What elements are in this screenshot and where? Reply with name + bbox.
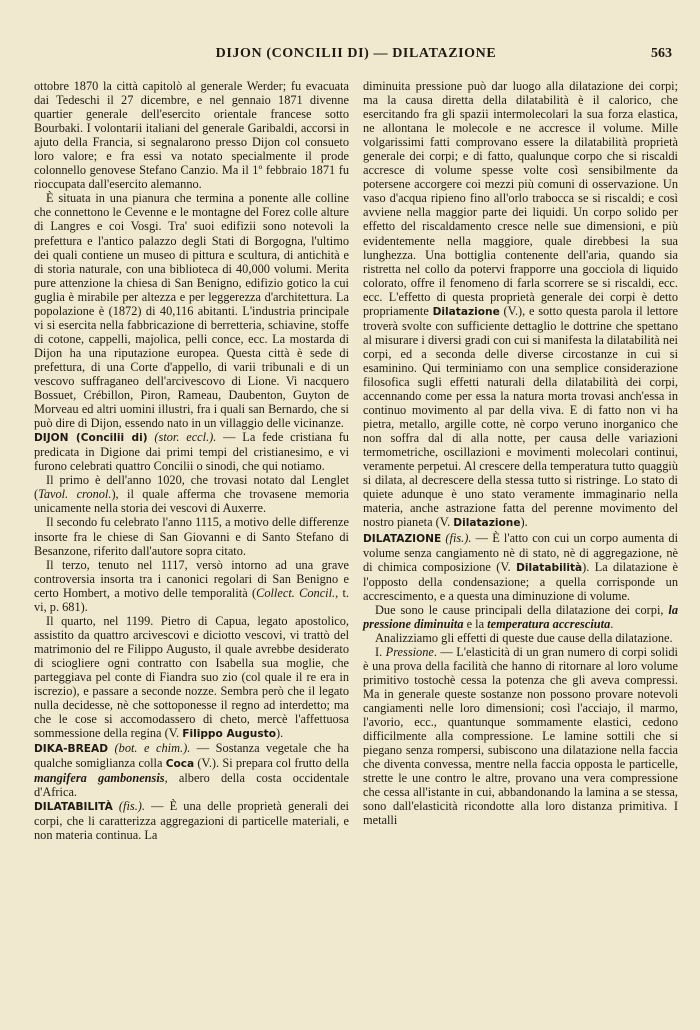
text-segment: Due sono le cause principali della dilatazione dei corpi, [375, 602, 669, 617]
running-header [34, 46, 678, 66]
paragraph-third-council [34, 558, 349, 614]
species-name: mangifera gambonensis [34, 771, 165, 786]
entry-label: (fis.). [118, 799, 145, 814]
entry-dika-bread [34, 741, 349, 799]
text-segment: e la [463, 616, 488, 631]
paragraph-analysis-intro: Analizziamo gli effetti di queste due cause della dilatazione. [375, 630, 673, 645]
text-segment: ). [276, 726, 284, 741]
entry-headword: DILATAZIONE [363, 532, 442, 545]
text-segment: (V.). Si prepara col frutto della [194, 756, 349, 771]
text-segment: Il quarto, nel 1199. Pietro di Capua, legato apostolico, assistito da quattro arcivescovi e diciotto vescovi, vi trattò del matrimonio del re Filippo Augusto, il quale avrebbe desiderato di sciogliere ogni contratto con Isabella sua moglie, che parteggiava pel conte di Fiandra suo zio (col quale il re era in iscrezio), e passare a seconde nozze. Sembra però che il legato nulla decidesse, nè che sottoponesse il regno ad interdetto; ma che le cose si accomodassero di cheto, mercè l'affettuosa sommessione della regina (V. [34, 613, 349, 741]
cross-reference: Dilatazione [453, 517, 521, 530]
entry-headword: DIJON (Concilii di) [34, 432, 148, 445]
paragraph-two-causes [363, 603, 678, 631]
paragraph-dijon-description: È situata in una pianura che termina a ponente alle colline che connettono le Cevenne e le montagne del Forez colle alture di Langres e coi Vosgi. Tra' suoi edifizii sono notevoli la prefettura e l'antico palazzo degli Stati di Borgogna, l'ultimo dei quali contiene un museo di pittura e scultura, di antichità e di storia naturale, con una biblioteca di 40,000 volumi. Merita pure attenzione la chiesa di San Benigno, edifizio gotico la cui guglia è mirabile per altezza e per leggerezza d'architettura. La popolazione è (1872) di 40,116 abitanti. L'industria principale vi si esercita nella fabbricazione di berretteria, schiavine, stoffe di cotone, cappelli, majolica, pelli conce, ecc. La mostarda di Dijon ha una riputazione europea. Questa città è sede di prefettura, di una Corte d'appello, di varii tribunali e di un vescovo suffraganeo dell'arcivescovo di Lione. Vi nacquero Bossuet, Crébillon, Piron, Rameau, Daubenton, Guyton de Morveau ed altri uomini illustri, fra i quali san Bernardo, che si può dire di Dijon, essendo nato in un villaggio delle vicinanze. [34, 191, 349, 431]
cause-pressure: la pressione diminuita [363, 602, 678, 631]
page-number: 563 [651, 46, 672, 61]
cross-reference: Coca [165, 758, 195, 771]
text-segment: ). [520, 515, 528, 530]
text-segment: (V.), e sotto questa parola il lettore troverà svolte con sufficiente dettaglio le dottrine che spettano al misurare i diversi gradi con cui si manifesta la dilatabilità nei corpi, ed a seconda delle diverse circostanze in cui si esaminino. Qui terminiamo con una semplice considerazione filosofica sugli effetti naturali della dilatabilità dei corpi, accennando come per essa la natura morta trovasi anch'essa in continuo movimento al par della viva. E di fatto non vi ha pietra, metallo, argille cotte, nè corpo veruno inorganico che non soffra dal di alla notte, per causa delle variazioni termometriche, oscillazioni e movimenti molecolari continui, veramente perpetui. Al crescere della temperatura tutto quaggiù si dilata, al decrescere della stessa tutto si ristringe. Lo stato di quiete adunque è uno stato veramente immaginario nella materia, anche astrazione fatta del perenne movimento del nostro pianeta (V. [363, 303, 678, 530]
text-columns [34, 79, 678, 1018]
running-title: DIJON (CONCILII DI) — DILATAZIONE [215, 46, 497, 61]
text-segment: ), il quale afferma che trovasene memoria unicamente nella storia dei vescovi di Auxerre. [34, 487, 349, 516]
citation: Tavol. cronol. [38, 487, 112, 502]
left-column [34, 79, 349, 1018]
text-segment: , t. vi, p. 681). [34, 585, 350, 614]
text-segment: . [610, 616, 614, 631]
cross-reference: Dilatabilità [516, 561, 583, 574]
section-term: Pressione [385, 644, 434, 659]
text-segment: diminuita pressione può dar luogo alla dilatazione dei corpi; ma la causa diretta della dilatabilità è il calorico, che esercitando fra gli spazii intermolecolari la sua forza elastica, ne allontana le molecole e ne accresce il volume. Mille volgarissimi fatti comprovano essere la dilatabilità proprietà generale dei corpi; e di fatto, qualunque corpo che si riscaldi accresce di volume spesse volte così sensibilmente da potersene accorgere coi mezzi più comuni di osservazione. Un vaso d'acqua ripieno fino all'orlo trabocca se si riscaldi; e così avviene nella maggior parte dei liquidi. Un corpo solido per effetto del riscaldamento cresce nelle sue dimensioni, e più evidentemente nella maggiore, quale direbbesi la sua lunghezza. Una bottiglia contenente dell'aria, quando sia ristretta nel collo da potervi frapporre una gocciola di liquido colorato, offre il fenomeno di farla scorrere se si riscaldi, ecc. ecc. L'effetto di questa proprietà generale dei corpi è detto propriamente [363, 79, 678, 318]
right-column [363, 79, 678, 1018]
text-segment: Il terzo, tenuto nel 1117, versò intorno ad una grave controversia insorta tra i canonici regolari di San Benigno e certo Hombert, a motivo delle temporalità ( [34, 557, 349, 600]
entry-label: (stor. eccl.). [154, 430, 217, 445]
entry-text: — È una delle proprietà generali dei corpi, che li caratterizza aggregazioni di particelle materiali, e non materia continua. La [34, 799, 349, 843]
paragraph-first-council [34, 473, 349, 515]
entry-dilatazione [363, 531, 678, 603]
entry-headword: DILATABILITÀ [34, 801, 113, 814]
text-segment: ). La dilatazione è l'opposto della condensazione; a quella corrisponde un accrescimento, e a questa una diminuzione di volume. [363, 559, 678, 603]
text-segment: — Sostanza vegetale che ha qualche somiglianza colla [34, 741, 349, 771]
text-segment: — È l'atto con cui un corpo aumenta di volume senza cangiamento nè di stato, nè di aggregazione, nè di chimica composizione (V. [363, 530, 678, 574]
entry-headword: DIKA-BREAD [34, 743, 109, 756]
paragraph-dilatabilita-continued [363, 79, 678, 531]
entry-label: (bot. e chim.). [114, 741, 191, 756]
text-segment: . — L'elasticità di un gran numero di corpi solidi è una prova della facilità che hanno di ritornare al loro volume primitivo tostochè cessa la potenza che gli aveva compressi. Ma in generale queste sostanze non possono provare notevoli cangiamenti nelle loro dimensioni; così l'acciajo, il marmo, l'avorio, ecc., quantunque sommamente elastici, cedono difficilmente alla compressione. Le lamine sottili che si piegano senza rompersi, subiscono una dilatazione nella faccia che diventa convessa, mentre nella faccia opposta le particelle, strette le une contro le altre, provano una vera compressione che cessa all'istante in cui, abbandonando la lamina a se stessa, sono dall'elasticità ricondotte alla loro distanza primitiva. I metalli [363, 644, 678, 828]
citation: Collect. Concil. [256, 585, 336, 600]
paragraph-fourth-council [34, 614, 349, 741]
paragraph-second-council: Il secondo fu celebrato l'anno 1115, a motivo delle differenze insorte fra le chiese di San Giovanni e di Santo Stefano di Besanzone, riferito dall'autore sopra citato. [34, 515, 349, 558]
entry-label: (fis.). [445, 530, 472, 545]
cause-temperature: temperatura accresciuta [487, 616, 611, 631]
text-segment: Il primo è dell'anno 1020, che trovasi notato dal Lenglet ( [34, 473, 349, 502]
text-segment: I. [375, 644, 386, 659]
text-segment: , albero della costa occidentale d'Africa. [34, 771, 349, 800]
cross-reference: Dilatazione [432, 305, 500, 318]
paragraph-dijon-history: ottobre 1870 la città capitolò al generale Werder; fu evacuata dai Tedeschi il 27 dicembre, e nel gennaio 1871 divenne quartier generale dell'esercito orientale francese sotto Bourbaki. I volontarii italiani del generale Garibaldi, accorsi in ajuto della Francia, si segnalarono presso Dijon col consueto loro valore; e fra essi va notato specialmente il prode colonnello genovese Stefano Canzio. Ma il 1º febbraio 1871 fu rioccupata dall'esercito alemanno. [34, 79, 349, 192]
paragraph-pressure [363, 645, 678, 828]
cross-reference: Filippo Augusto [182, 728, 276, 741]
entry-dijon-concilii [34, 430, 349, 473]
entry-text: — La fede cristiana fu predicata in Digione dai primi tempi del cristianesimo, e vi furono celebrati quattro Concilii o sinodi, che qui notiamo. [34, 430, 349, 474]
entry-dilatabilita [34, 799, 349, 842]
